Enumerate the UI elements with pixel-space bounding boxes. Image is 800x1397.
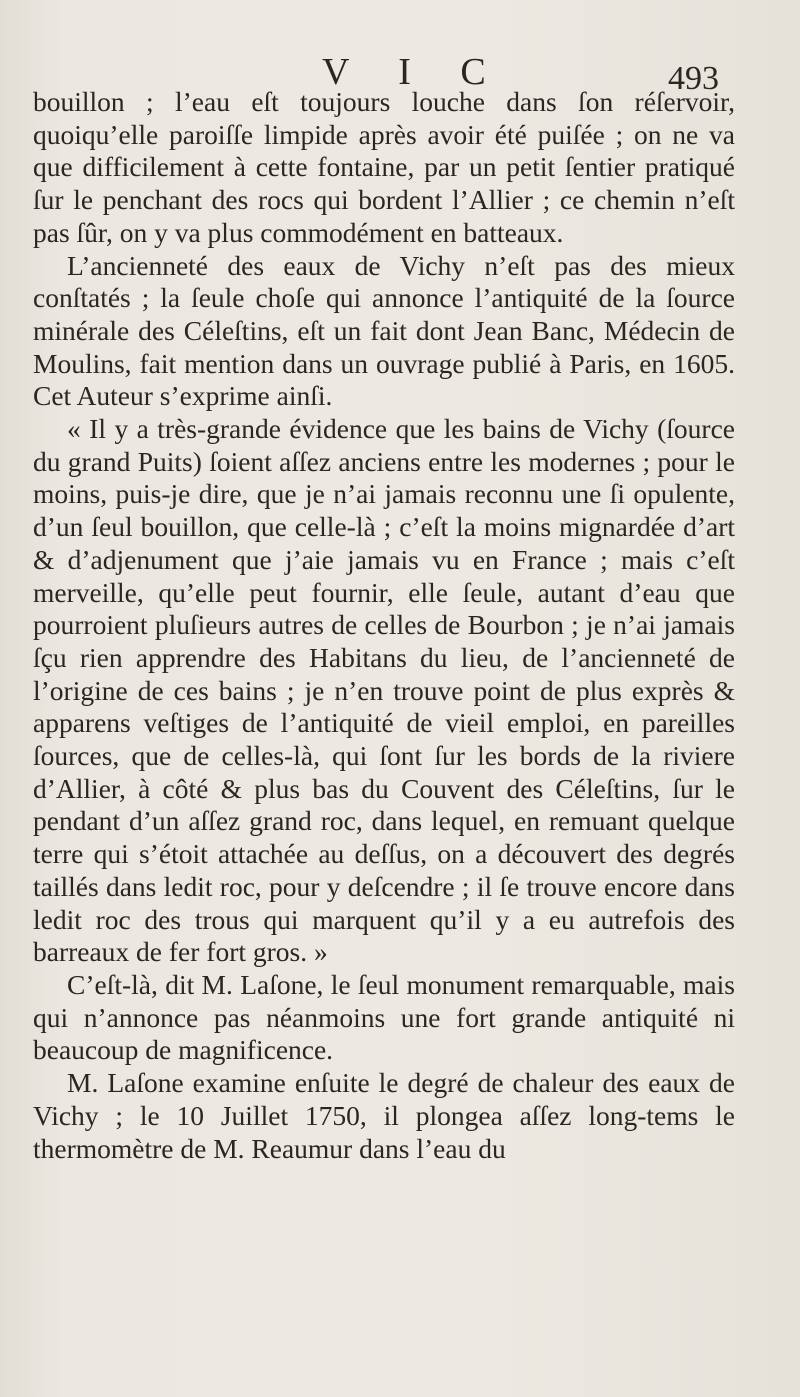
paragraph-lasone-chaleur: M. Laſone examine enſuite le degré de chaleur des eaux de Vichy ; le 10 Juillet 1750, il plongea aſſez long-tems le thermomètre de M. Reaumur dans l’eau du: [33, 1067, 735, 1164]
body-text: [33, 86, 735, 1165]
paragraph-lasone-monument: C’eſt-là, dit M. Laſone, le ſeul monument remarquable, mais qui n’annonce pas néanmoins une fort grande antiquité ni beaucoup de magnificence.: [33, 968, 735, 1066]
page-number: 493: [668, 60, 719, 97]
paragraph-continuation: bouillon ; l’eau eſt toujours louche dans ſon réſervoir, quoiqu’elle paroiſſe limpide après avoir été puiſée ; on ne va que difficilement à cette fontaine, par un petit ſentier pratiqué ſur le penchant des rocs qui bordent l’Allier ; ce chemin n’eſt pas ſûr, on y va plus commodément en batteaux.: [33, 86, 735, 248]
paragraph-anciennete: L’ancienneté des eaux de Vichy n’eſt pas des mieux conſtatés ; la ſeule choſe qui annonce l’antiquité de la ſource minérale des Céleſtins, eſt un fait dont Jean Banc, Médecin de Moulins, fait mention dans un ouvrage publié à Paris, en 1605. Cet Auteur s’exprime ainſi.: [33, 249, 735, 412]
running-title: V I C: [322, 51, 506, 93]
paragraph-quotation: « Il y a très-grande évidence que les bains de Vichy (ſource du grand Puits) ſoient aſſez anciens entre les modernes ; pour le moins, puis-je dire, que je n’ai jamais reconnu une ſi opulente, d’un ſeul bouillon, que celle-là ; c’eſt la moins mignardée d’art & d’adjenument que j’aie jamais vu en France ; mais c’eſt merveille, qu’elle peut fournir, elle ſeule, autant d’eau que pourroient pluſieurs autres de celles de Bourbon ; je n’ai jamais ſçu rien apprendre des Habitans du lieu, de l’ancienneté de l’origine de ces bains ; je n’en trouve point de plus exprès & apparens veſtiges de l’antiquité de vieil emploi, en pareilles ſources, que de celles-là, qui ſont ſur les bords de la riviere d’Allier, à côté & plus bas du Couvent des Céleſtins, ſur le pendant d’un aſſez grand roc, dans lequel, en remuant quelque terre qui s’étoit attachée au deſſus, on a découvert des degrés taillés dans ledit roc, pour y deſcendre ; il ſe trouve encore dans ledit roc des trous qui marquent qu’il y a eu autrefois des barreaux de fer fort gros. »: [33, 413, 735, 968]
